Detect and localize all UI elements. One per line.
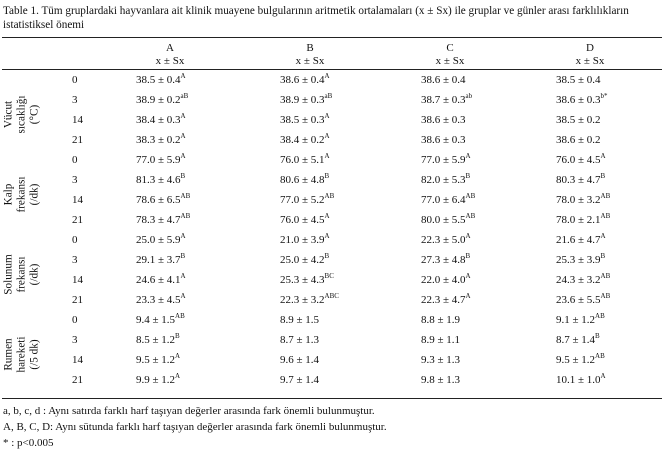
day-label: 0 bbox=[72, 154, 78, 166]
cell-value: 27.3 ± 4.8 bbox=[421, 254, 466, 266]
table-cell bbox=[280, 274, 334, 287]
table-bottom-rule bbox=[2, 398, 662, 399]
cell-value: 22.3 ± 4.7 bbox=[421, 294, 466, 306]
table-cell bbox=[421, 134, 466, 147]
cell-significance-letter: aB bbox=[324, 92, 333, 100]
cell-value: 77.0 ± 5.9 bbox=[421, 154, 466, 166]
cell-value: 9.3 ± 1.3 bbox=[421, 354, 461, 366]
table-cell bbox=[421, 194, 475, 207]
group-label: Kalp frekansı (/dk) bbox=[2, 175, 41, 213]
cell-significance-letter: aB bbox=[180, 92, 189, 100]
table-cell bbox=[280, 74, 330, 87]
cell-value: 9.4 ± 1.5 bbox=[136, 314, 176, 326]
cell-significance-letter: BC bbox=[324, 272, 334, 280]
table-cell bbox=[136, 114, 186, 127]
cell-value: 25.3 ± 3.9 bbox=[556, 254, 601, 266]
table-cell bbox=[136, 274, 186, 287]
table-cell bbox=[556, 334, 600, 347]
cell-significance-letter: b* bbox=[600, 92, 608, 100]
cell-value: 81.3 ± 4.6 bbox=[136, 174, 181, 186]
cell-significance-letter: B bbox=[600, 172, 606, 180]
table-cell bbox=[280, 334, 319, 347]
cell-value: 80.6 ± 4.8 bbox=[280, 174, 325, 186]
cell-value: 24.6 ± 4.1 bbox=[136, 274, 181, 286]
cell-significance-letter: ab bbox=[465, 92, 473, 100]
cell-significance-letter: A bbox=[600, 372, 606, 380]
cell-value: 8.8 ± 1.9 bbox=[421, 314, 461, 326]
table-cell bbox=[136, 154, 186, 167]
column-subheader-3: x ± Sx bbox=[575, 55, 605, 67]
day-label: 3 bbox=[72, 254, 78, 266]
table-cell bbox=[280, 294, 339, 307]
table-cell bbox=[136, 354, 180, 367]
table-cell bbox=[556, 274, 610, 287]
table-cell bbox=[421, 74, 466, 87]
cell-value: 76.0 ± 5.1 bbox=[280, 154, 325, 166]
cell-value: 38.7 ± 0.3 bbox=[421, 94, 466, 106]
cell-value: 8.5 ± 1.2 bbox=[136, 334, 176, 346]
cell-significance-letter: A bbox=[465, 232, 471, 240]
table-cell bbox=[556, 354, 605, 367]
cell-value: 25.0 ± 4.2 bbox=[280, 254, 325, 266]
cell-value: 77.0 ± 6.4 bbox=[421, 194, 466, 206]
table-cell bbox=[280, 254, 329, 267]
table-cell bbox=[280, 314, 319, 327]
cell-value: 24.3 ± 3.2 bbox=[556, 274, 601, 286]
cell-value: 23.3 ± 4.5 bbox=[136, 294, 181, 306]
table-cell bbox=[556, 374, 606, 387]
column-header-0: A bbox=[166, 42, 174, 54]
day-label: 21 bbox=[72, 374, 83, 386]
group-label-wrap bbox=[2, 234, 41, 314]
day-label: 3 bbox=[72, 94, 78, 106]
cell-value: 38.5 ± 0.3 bbox=[280, 114, 325, 126]
cell-value: 78.0 ± 2.1 bbox=[556, 214, 601, 226]
table-cell bbox=[421, 354, 460, 367]
cell-value: 9.5 ± 1.2 bbox=[556, 354, 596, 366]
cell-significance-letter: B bbox=[324, 172, 330, 180]
cell-value: 25.0 ± 5.9 bbox=[136, 234, 181, 246]
cell-value: 82.0 ± 5.3 bbox=[421, 174, 466, 186]
group-label-wrap bbox=[2, 314, 41, 394]
cell-significance-letter: A bbox=[324, 232, 330, 240]
cell-significance-letter: B bbox=[175, 332, 180, 340]
cell-significance-letter: AB bbox=[180, 212, 191, 220]
day-label: 14 bbox=[72, 194, 83, 206]
cell-value: 8.9 ± 1.5 bbox=[280, 314, 320, 326]
table-cell bbox=[280, 214, 330, 227]
cell-value: 76.0 ± 4.5 bbox=[556, 154, 601, 166]
table-cell bbox=[421, 374, 460, 387]
cell-value: 38.6 ± 0.3 bbox=[421, 114, 466, 126]
group-label-wrap bbox=[2, 74, 41, 154]
cell-significance-letter: A bbox=[600, 152, 606, 160]
cell-value: 38.5 ± 0.4 bbox=[556, 74, 601, 86]
footnote-uppercase: A, B, C, D: Aynı sütunda farklı harf taşıyan değerler arasında fark önemli bulunmuştur. bbox=[3, 421, 387, 433]
cell-value: 80.3 ± 4.7 bbox=[556, 174, 601, 186]
table-cell bbox=[421, 114, 466, 127]
cell-significance-letter: A bbox=[324, 152, 330, 160]
table-cell bbox=[556, 74, 601, 87]
cell-significance-letter: B bbox=[180, 172, 186, 180]
cell-significance-letter: A bbox=[465, 152, 471, 160]
cell-significance-letter: A bbox=[465, 292, 471, 300]
day-label: 14 bbox=[72, 274, 83, 286]
table-cell bbox=[280, 114, 330, 127]
day-label: 21 bbox=[72, 294, 83, 306]
table-top-rule bbox=[2, 37, 662, 38]
footnote-lowercase: a, b, c, d : Aynı satırda farklı harf taşıyan değerler arasında fark önemli bulunmuştur. bbox=[3, 405, 375, 417]
cell-value: 22.3 ± 5.0 bbox=[421, 234, 466, 246]
cell-significance-letter: A bbox=[324, 112, 330, 120]
table-cell bbox=[421, 254, 470, 267]
table-cell bbox=[421, 334, 460, 347]
table-cell bbox=[280, 194, 334, 207]
table-cell bbox=[556, 134, 601, 147]
cell-significance-letter: A bbox=[180, 112, 186, 120]
cell-significance-letter: AB bbox=[180, 192, 191, 200]
cell-value: 78.0 ± 3.2 bbox=[556, 194, 601, 206]
cell-value: 22.3 ± 3.2 bbox=[280, 294, 325, 306]
cell-value: 38.4 ± 0.3 bbox=[136, 114, 181, 126]
column-header-1: B bbox=[306, 42, 314, 54]
table-cell bbox=[280, 174, 329, 187]
day-label: 14 bbox=[72, 354, 83, 366]
table-cell bbox=[136, 314, 185, 327]
table-cell bbox=[136, 294, 186, 307]
day-label: 21 bbox=[72, 214, 83, 226]
table-cell bbox=[136, 94, 188, 107]
cell-value: 9.9 ± 1.2 bbox=[136, 374, 176, 386]
cell-value: 9.7 ± 1.4 bbox=[280, 374, 320, 386]
cell-significance-letter: B bbox=[600, 252, 606, 260]
cell-value: 38.3 ± 0.2 bbox=[136, 134, 181, 146]
day-label: 0 bbox=[72, 234, 78, 246]
table-cell bbox=[280, 354, 319, 367]
column-subheader-1: x ± Sx bbox=[295, 55, 325, 67]
table-cell bbox=[136, 174, 185, 187]
day-label: 21 bbox=[72, 134, 83, 146]
column-header-3: D bbox=[586, 42, 594, 54]
group-label-wrap bbox=[2, 154, 41, 234]
table-cell bbox=[556, 154, 606, 167]
cell-value: 38.6 ± 0.3 bbox=[421, 134, 466, 146]
table-cell bbox=[556, 234, 606, 247]
table-cell bbox=[421, 234, 471, 247]
cell-significance-letter: A bbox=[324, 72, 330, 80]
cell-significance-letter: AB bbox=[465, 212, 476, 220]
cell-significance-letter: AB bbox=[600, 212, 611, 220]
cell-value: 38.5 ± 0.2 bbox=[556, 114, 601, 126]
table-cell bbox=[136, 254, 185, 267]
cell-significance-letter: B bbox=[595, 332, 600, 340]
cell-significance-letter: AB bbox=[595, 352, 605, 360]
cell-value: 80.0 ± 5.5 bbox=[421, 214, 466, 226]
cell-value: 38.6 ± 0.4 bbox=[280, 74, 325, 86]
cell-value: 38.9 ± 0.2 bbox=[136, 94, 181, 106]
column-subheader-2: x ± Sx bbox=[435, 55, 465, 67]
cell-significance-letter: AB bbox=[600, 272, 611, 280]
cell-value: 10.1 ± 1.0 bbox=[556, 374, 601, 386]
table-cell bbox=[280, 374, 319, 387]
table-cell bbox=[136, 374, 180, 387]
table-cell bbox=[136, 234, 186, 247]
cell-value: 38.6 ± 0.2 bbox=[556, 134, 601, 146]
cell-significance-letter: A bbox=[180, 292, 186, 300]
cell-value: 21.6 ± 4.7 bbox=[556, 234, 601, 246]
cell-value: 38.6 ± 0.3 bbox=[556, 94, 601, 106]
table-cell bbox=[136, 194, 190, 207]
cell-significance-letter: B bbox=[180, 252, 186, 260]
table-cell bbox=[556, 314, 605, 327]
table-cell bbox=[556, 114, 601, 127]
cell-value: 38.6 ± 0.4 bbox=[421, 74, 466, 86]
table-cell bbox=[556, 214, 610, 227]
table-cell bbox=[421, 294, 471, 307]
cell-value: 76.0 ± 4.5 bbox=[280, 214, 325, 226]
day-label: 0 bbox=[72, 74, 78, 86]
cell-value: 21.0 ± 3.9 bbox=[280, 234, 325, 246]
cell-significance-letter: A bbox=[180, 272, 186, 280]
cell-value: 78.6 ± 6.5 bbox=[136, 194, 181, 206]
cell-value: 29.1 ± 3.7 bbox=[136, 254, 181, 266]
cell-significance-letter: A bbox=[180, 72, 186, 80]
group-label: Solunum frekansı (/dk) bbox=[2, 253, 41, 295]
table-cell bbox=[136, 214, 190, 227]
cell-value: 9.1 ± 1.2 bbox=[556, 314, 596, 326]
cell-significance-letter: B bbox=[324, 252, 330, 260]
table-cell bbox=[280, 134, 330, 147]
cell-significance-letter: A bbox=[324, 212, 330, 220]
cell-value: 25.3 ± 4.3 bbox=[280, 274, 325, 286]
cell-significance-letter: A bbox=[180, 132, 186, 140]
table-cell bbox=[421, 214, 475, 227]
header-bottom-rule bbox=[2, 69, 662, 70]
table-cell bbox=[421, 94, 472, 107]
cell-significance-letter: B bbox=[465, 252, 471, 260]
table-cell bbox=[556, 254, 605, 267]
cell-significance-letter: AB bbox=[324, 192, 335, 200]
day-label: 0 bbox=[72, 314, 78, 326]
cell-significance-letter: A bbox=[600, 232, 606, 240]
cell-value: 9.5 ± 1.2 bbox=[136, 354, 176, 366]
table-cell bbox=[136, 334, 180, 347]
cell-significance-letter: B bbox=[465, 172, 471, 180]
cell-significance-letter: A bbox=[180, 232, 186, 240]
day-label: 14 bbox=[72, 114, 83, 126]
table-cell bbox=[280, 94, 332, 107]
table-cell bbox=[421, 274, 471, 287]
table-cell bbox=[421, 174, 470, 187]
table-cell bbox=[556, 94, 608, 107]
cell-significance-letter: AB bbox=[600, 192, 611, 200]
table-cell bbox=[421, 154, 471, 167]
cell-value: 77.0 ± 5.2 bbox=[280, 194, 325, 206]
cell-significance-letter: AB bbox=[465, 192, 476, 200]
table-cell bbox=[556, 294, 610, 307]
table-title: Table 1. Tüm gruplardaki hayvanlara ait klinik muayene bulgularının aritmetik ortalamaları (x ± Sx) ile gruplar ve günler arası farklılıkların istatistiksel önemi bbox=[3, 5, 629, 31]
cell-value: 38.9 ± 0.3 bbox=[280, 94, 325, 106]
table-cell bbox=[280, 234, 330, 247]
cell-value: 9.8 ± 1.3 bbox=[421, 374, 461, 386]
column-subheader-0: x ± Sx bbox=[155, 55, 185, 67]
cell-significance-letter: AB bbox=[175, 312, 185, 320]
cell-value: 8.9 ± 1.1 bbox=[421, 334, 461, 346]
cell-value: 38.4 ± 0.2 bbox=[280, 134, 325, 146]
cell-significance-letter: A bbox=[175, 372, 181, 380]
group-label: Vücut sıcaklığı (°C) bbox=[2, 95, 41, 133]
cell-significance-letter: A bbox=[324, 132, 330, 140]
group-label: Rumen hareketi (/5 dk) bbox=[2, 335, 41, 373]
table-cell bbox=[136, 74, 186, 87]
column-header-2: C bbox=[446, 42, 454, 54]
footnote-significance: * : p<0.005 bbox=[3, 437, 54, 449]
cell-significance-letter: AB bbox=[595, 312, 605, 320]
table-cell bbox=[421, 314, 460, 327]
cell-value: 22.0 ± 4.0 bbox=[421, 274, 466, 286]
cell-value: 78.3 ± 4.7 bbox=[136, 214, 181, 226]
cell-value: 38.5 ± 0.4 bbox=[136, 74, 181, 86]
cell-value: 77.0 ± 5.9 bbox=[136, 154, 181, 166]
cell-significance-letter: A bbox=[465, 272, 471, 280]
cell-value: 9.6 ± 1.4 bbox=[280, 354, 320, 366]
cell-significance-letter: A bbox=[175, 352, 181, 360]
cell-value: 23.6 ± 5.5 bbox=[556, 294, 601, 306]
table-cell bbox=[556, 174, 605, 187]
cell-significance-letter: AB bbox=[600, 292, 611, 300]
cell-value: 8.7 ± 1.3 bbox=[280, 334, 320, 346]
day-label: 3 bbox=[72, 334, 78, 346]
day-label: 3 bbox=[72, 174, 78, 186]
cell-value: 8.7 ± 1.4 bbox=[556, 334, 596, 346]
table-cell bbox=[136, 134, 186, 147]
table-cell bbox=[556, 194, 610, 207]
table-cell bbox=[280, 154, 330, 167]
cell-significance-letter: A bbox=[180, 152, 186, 160]
cell-significance-letter: ABC bbox=[324, 292, 339, 300]
